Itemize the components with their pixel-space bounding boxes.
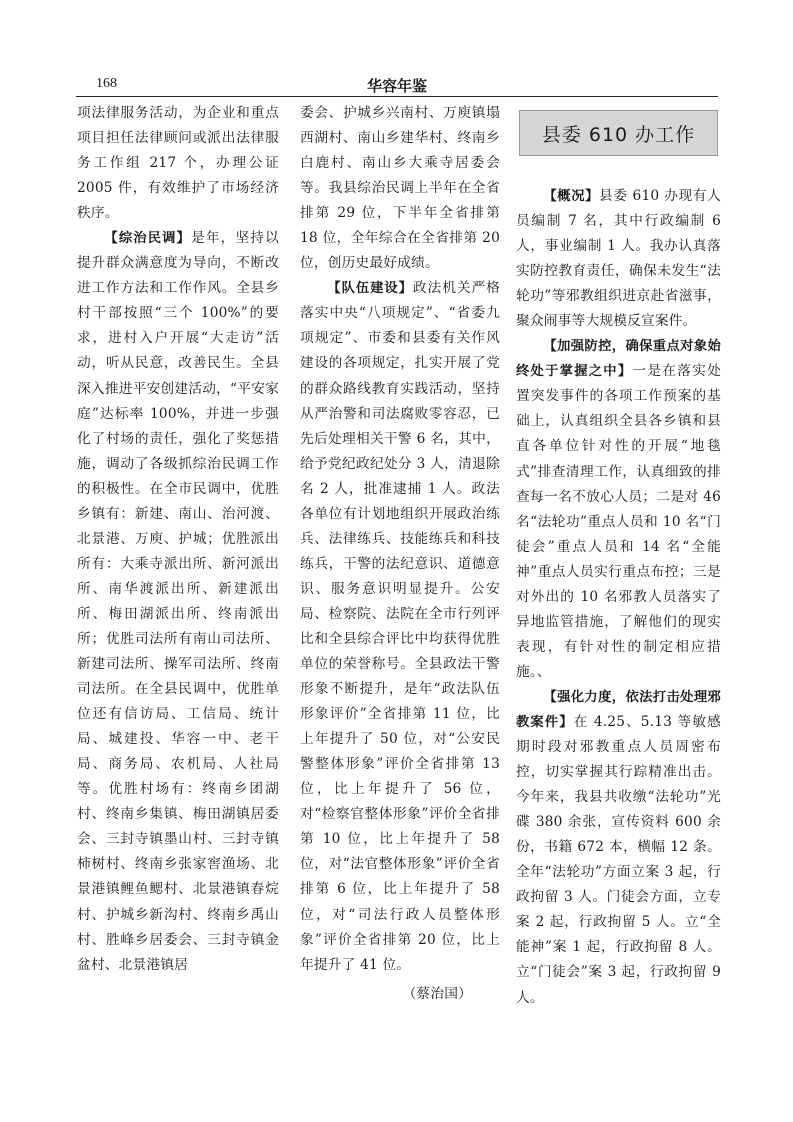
column-left — [77, 101, 279, 978]
paragraph-legal-services: 项法律服务活动，为企业和重点项目担任法律顾问或派出法律服务工作组 217 个，办理公证 2005 件，有效维护了市场经济秩序。 — [77, 105, 279, 222]
paragraph-team-building-body: 政法机关严格落实中央“八项规定”、“省委九项规定”、市委和县委有关作风建设的各项规定，扎实开展了党的群众路线教育实践活动，坚持从严治警和司法腐败零容忍，已先后处理相关干警 6 名，其中，给予党纪政纪处分 3 人，清退除名 2 人，批准逮捕 1 人。政法各单位有计划地组织开展政治练兵、法律练兵、技能练兵和科技练兵，干警的法纪意识、道德意识、服务意识明显提升。公安局、检察院、法院在全市行列评比和全县综合评比中均获得优胜单位的荣誉称号。全县政法干警形象不断提升，是年“政法队伍形象评价”全省排第 11 位，比上年提升了 50 位，对“公安民警整体形象”评价全省排第 13 位，比上年提升了 56 位，对“检察官整体形象”评价全省排第 10 位，比上年提升了 58 位，对“法官整体形象”评价全省排第 6 位，比上年提升了 58 位，对“司法行政人员整体形象”评价全省排第 20 位，比上年提升了 41 位。 — [300, 280, 501, 973]
page-number: 168 — [96, 76, 117, 91]
paragraph-team-building — [300, 276, 500, 977]
paragraph-mediation-body: 是年，坚持以提升群众满意度为导向，不断改进工作方法和工作作风。全县乡村干部按照“三个 100%”的要求，进村入户开展“大走访”活动，听从民意，改善民生。全县深入推进平安创建活动，“平安家庭”达标率 100%，并进一步强化了村场的责任，强化了奖惩措施，调动了各级抓综治民调工作的积极性。在全市民调中，优胜乡镇有：新建、南山、治河渡、北景港、万庾、护城；优胜派出所有：大乘寺派出所、新河派出所、南华渡派出所、新建派出所、梅田湖派出所、终南派出所；优胜司法所有南山司法所、新建司法所、操军司法所、终南司法所。在全县民调中，优胜单位还有信访局、工信局、统计局、城建投、华容一中、老干局、商务局、农机局、人社局等。优胜村场有：终南乡团湖村、终南乡集镇、梅田湖镇居委会、三封寺镇墨山村、三封寺镇柿树村、终南乡张家窖渔场、北景港镇鲤鱼鳃村、北景港镇春烷村、护城乡新沟村、终南乡禹山村、胜峰乡居委会、三封寺镇金盆村、北景港镇居 — [77, 230, 280, 973]
author-credit: （蔡治国） — [402, 985, 472, 1002]
header-rule — [76, 96, 718, 97]
column-right — [516, 184, 721, 1011]
heading-prevention: 【加强防控，确保重点对象始终处于掌握之中】 — [516, 339, 721, 380]
paragraph-prevention — [516, 334, 721, 685]
heading-team-building: 【队伍建设】 — [327, 281, 413, 297]
running-header — [76, 72, 718, 96]
paragraph-crackdown — [516, 685, 721, 1011]
paragraph-mediation-continued: 委会、护城乡兴南村、万庾镇塌西湖村、南山乡建华村、终南乡白鹿村、南山乡大乘寺居委会等。我县综治民调上半年在全省排第 29 位，下半年全省排第 18 位，全年综合在全省排第 20 位，创历史最好成绩。 — [300, 105, 500, 272]
section-title-box — [519, 110, 718, 156]
section-title: 县委 610 办工作 — [541, 123, 696, 146]
paragraph-mediation — [77, 226, 279, 977]
book-title: 华容年鉴 — [366, 77, 427, 95]
heading-overview: 【概况】 — [543, 189, 599, 204]
heading-mediation: 【综治民调】 — [104, 231, 191, 247]
heading-crackdown: 【强化力度，依法打击处理邪教案件】 — [516, 689, 721, 730]
paragraph-overview — [516, 184, 721, 334]
paragraph-overview-body: 县委 610 办现有人员编制 7 名，其中行政编制 6 人，事业编制 1 人。我办认真落实防控教育责任，确保未发生“法轮功”等邪教组织进京赴省滋事，聚众闹事等大规模反宣案件。 — [516, 188, 721, 330]
paragraph-prevention-body: 一是在落实处置突发事件的各项工作预案的基础上，认真组织全县各乡镇和县直各单位针对性的开展“地毯式”排查清理工作，认真细致的排查每一名不放心人员；二是对 46 名“法轮功”重点人员和 10 名“门徒会”重点人员和 14 名“全能神”重点人员实行重点布控；三是对外出的 10 名邪教人员落实了异地监管措施，了解他们的现实表现，有针对性的制定相应措施。、 — [516, 363, 721, 680]
paragraph-crackdown-body: 在 4.25、5.13 等敏感期时段对邪教重点人员周密布控，切实掌握其行踪精准出击。今年来，我县共收缴“法轮功”光碟 380 余张，宣传资料 600 余份，书籍 672 本，横幅 12 条。全年“法轮功”方面立案 3 起，行政拘留 3 人。门徒会方面，立专案 2 起，行政拘留 5 人。立“全能神”案 1 起，行政拘留 8 人。立“门徒会”案 3 起，行政拘留 9 人。 — [516, 713, 721, 1006]
column-middle — [300, 101, 500, 1007]
